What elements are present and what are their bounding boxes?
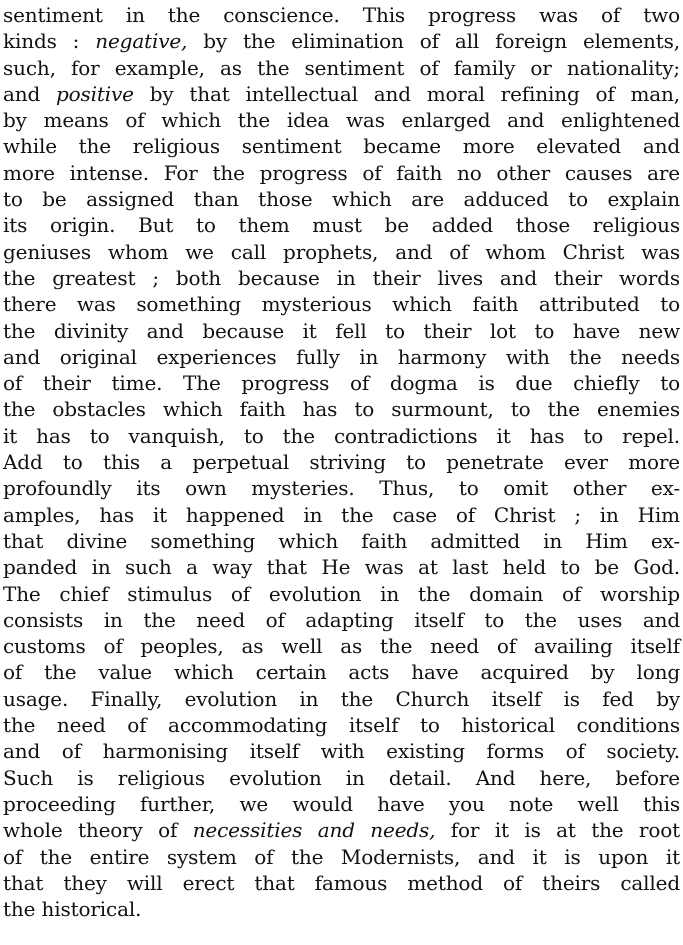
text-segment: of the value which certain acts have acquired by long (3, 660, 680, 685)
text-segment: by that intellectual and moral refining of man, (133, 81, 680, 106)
text-line (3, 502, 680, 528)
text-segment: that divine something which faith admitted in Him ex- (3, 528, 680, 553)
text-line (3, 817, 680, 843)
text-segment: kinds : (3, 29, 96, 54)
text-segment: proceeding further, we would have you note well this (3, 791, 680, 816)
text-line (3, 396, 680, 422)
text-line (3, 186, 680, 212)
text-segment: of the entire system of the Modernists, and it is upon it (3, 844, 680, 869)
italic-text: negative, (95, 29, 188, 54)
text-line (3, 81, 680, 107)
italic-text: necessities and needs, (192, 818, 436, 843)
text-line (3, 791, 680, 817)
text-line (3, 239, 680, 265)
text-segment: Add to this a perpetual striving to penetrate ever more (3, 450, 680, 475)
text-line (3, 528, 680, 554)
italic-text: positive (56, 81, 134, 106)
text-segment: the historical. (3, 897, 142, 922)
text-line (3, 738, 680, 764)
body-text (3, 2, 680, 922)
text-line (3, 633, 680, 659)
text-line (3, 581, 680, 607)
text-segment: it has to vanquish, to the contradictions it has to repel. (3, 423, 680, 448)
text-line (3, 896, 680, 922)
text-segment: by the elimination of all foreign elements, (187, 29, 681, 54)
text-segment: while the religious sentiment became more elevated and (3, 134, 680, 159)
text-segment: The chief stimulus of evolution in the domain of worship (3, 581, 680, 606)
text-line (3, 607, 680, 633)
text-line (3, 686, 680, 712)
text-line (3, 765, 680, 791)
text-line (3, 449, 680, 475)
text-line (3, 291, 680, 317)
text-line (3, 133, 680, 159)
text-segment: the obstacles which faith has to surmount, to the enemies (3, 397, 680, 422)
text-segment: that they will erect that famous method of theirs called (3, 870, 680, 895)
text-segment: and original experiences fully in harmony with the needs (3, 344, 680, 369)
text-line (3, 423, 680, 449)
text-segment: consists in the need of adapting itself to the uses and (3, 607, 680, 632)
text-segment: to be assigned than those which are adduced to explain (3, 187, 680, 212)
text-line (3, 318, 680, 344)
text-line (3, 107, 680, 133)
text-segment: and (3, 81, 56, 106)
text-segment: there was something mysterious which faith attributed to (3, 292, 680, 317)
text-line (3, 870, 680, 896)
text-line (3, 28, 680, 54)
text-segment: for it is at the root (435, 818, 681, 843)
text-segment: of their time. The progress of dogma is due chiefly to (3, 371, 680, 396)
text-segment: profoundly its own mysteries. Thus, to omit other ex- (3, 476, 680, 501)
text-segment: panded in such a way that He was at last held to be God. (3, 555, 680, 580)
text-segment: the greatest ; both because in their lives and their words (3, 265, 680, 290)
document-page (0, 2, 683, 945)
text-line (3, 659, 680, 685)
text-segment: such, for example, as the sentiment of family or nationality; (3, 55, 680, 80)
text-line (3, 844, 680, 870)
text-segment: usage. Finally, evolution in the Church itself is fed by (3, 686, 680, 711)
text-line (3, 370, 680, 396)
text-line (3, 554, 680, 580)
text-line (3, 212, 680, 238)
text-line (3, 160, 680, 186)
text-line (3, 475, 680, 501)
text-segment: customs of peoples, as well as the need of availing itself (3, 634, 680, 659)
text-line (3, 344, 680, 370)
text-segment: sentiment in the conscience. This progress was of two (3, 3, 680, 27)
text-segment: amples, has it happened in the case of Christ ; in Him (3, 502, 680, 527)
text-line (3, 55, 680, 81)
text-segment: more intense. For the progress of faith no other causes are (3, 160, 680, 185)
text-segment: the divinity and because it fell to their lot to have new (3, 318, 680, 343)
text-segment: its origin. But to them must be added those religious (3, 213, 680, 238)
text-segment: geniuses whom we call prophets, and of whom Christ was (3, 239, 680, 264)
text-segment: whole theory of (3, 818, 193, 843)
text-line (3, 265, 680, 291)
text-line (3, 2, 680, 28)
text-segment: Such is religious evolution in detail. And here, before (3, 765, 680, 790)
text-line (3, 712, 680, 738)
text-segment: the need of accommodating itself to historical conditions (3, 713, 680, 738)
text-segment: and of harmonising itself with existing forms of society. (3, 739, 680, 764)
text-segment: by means of which the idea was enlarged and enlightened (3, 108, 680, 133)
